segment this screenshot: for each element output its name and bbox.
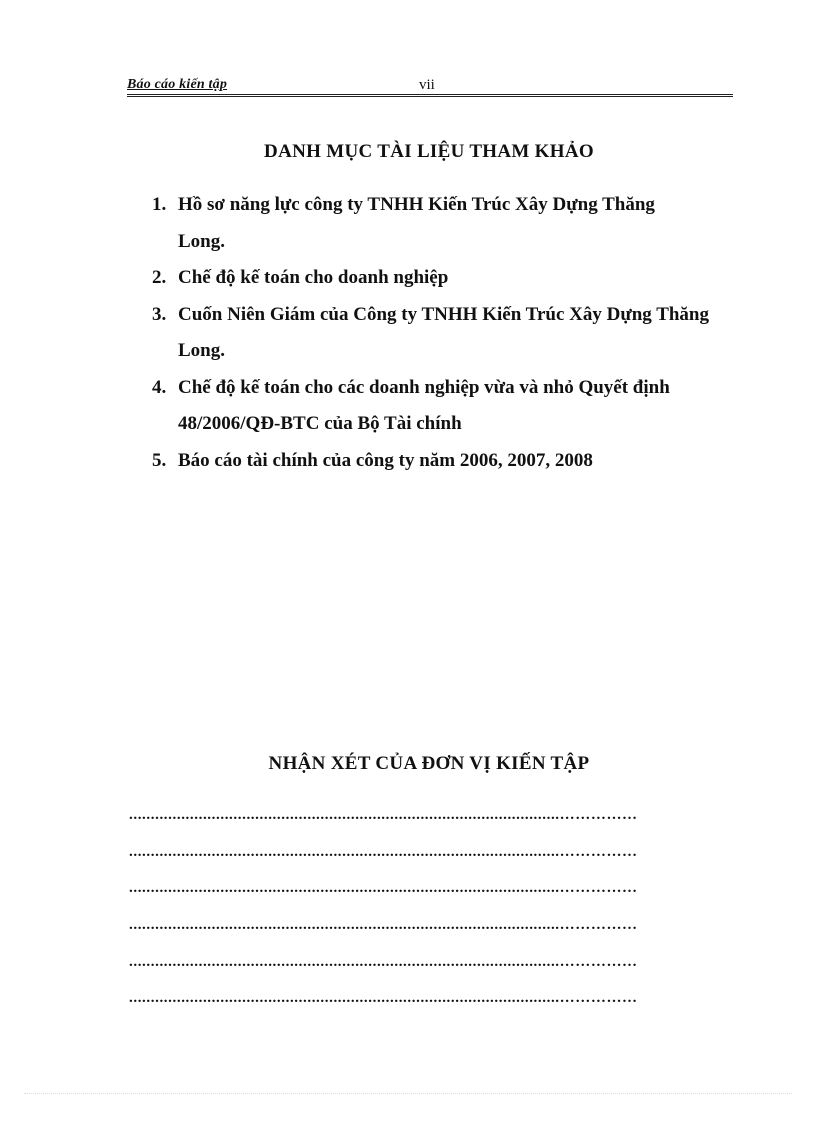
comment-line: ...................................................................................................……………	[129, 880, 638, 896]
reference-number: 1.	[152, 194, 167, 215]
reference-number: 2.	[152, 267, 167, 288]
reference-text: Chế độ kế toán cho doanh nghiệp	[178, 267, 449, 288]
page-number: vii	[419, 77, 435, 93]
reference-number: 4.	[152, 376, 167, 398]
reference-item	[152, 187, 742, 260]
reference-item	[152, 443, 742, 480]
page-header	[127, 78, 733, 97]
reference-text: Chế độ kế toán cho các doanh nghiệp vừa và nhỏ Quyết định 48/2006/QĐ-BTC của Bộ Tài chính	[178, 376, 670, 434]
header-title: Báo cáo kiến tập	[127, 77, 228, 92]
comment-line: ...................................................................................................……………	[129, 917, 638, 933]
comment-line: ...................................................................................................……………	[129, 807, 638, 823]
references-title: DANH MỤC TÀI LIỆU THAM KHẢO	[264, 141, 594, 162]
comment-line: ...................................................................................................……………	[129, 954, 638, 970]
reference-text: Hồ sơ năng lực công ty TNHH Kiến Trúc Xây Dựng Thăng Long.	[178, 194, 655, 252]
reference-text: Cuốn Niên Giám của Công ty TNHH Kiến Trúc Xây Dựng Thăng Long.	[178, 303, 709, 361]
comments-title: NHẬN XÉT CỦA ĐƠN VỊ KIẾN TẬP	[268, 753, 590, 774]
comment-line: ...................................................................................................……………	[129, 844, 638, 860]
page-bottom-edge	[24, 1093, 792, 1094]
reference-number: 3.	[152, 303, 167, 325]
reference-item	[152, 297, 742, 370]
references-list	[152, 187, 742, 479]
comment-line: ...................................................................................................……………	[129, 990, 638, 1006]
reference-item	[152, 370, 742, 443]
reference-item	[152, 260, 742, 297]
reference-number: 5.	[152, 449, 167, 471]
reference-text: Báo cáo tài chính của công ty năm 2006, 2007, 2008	[178, 449, 593, 471]
